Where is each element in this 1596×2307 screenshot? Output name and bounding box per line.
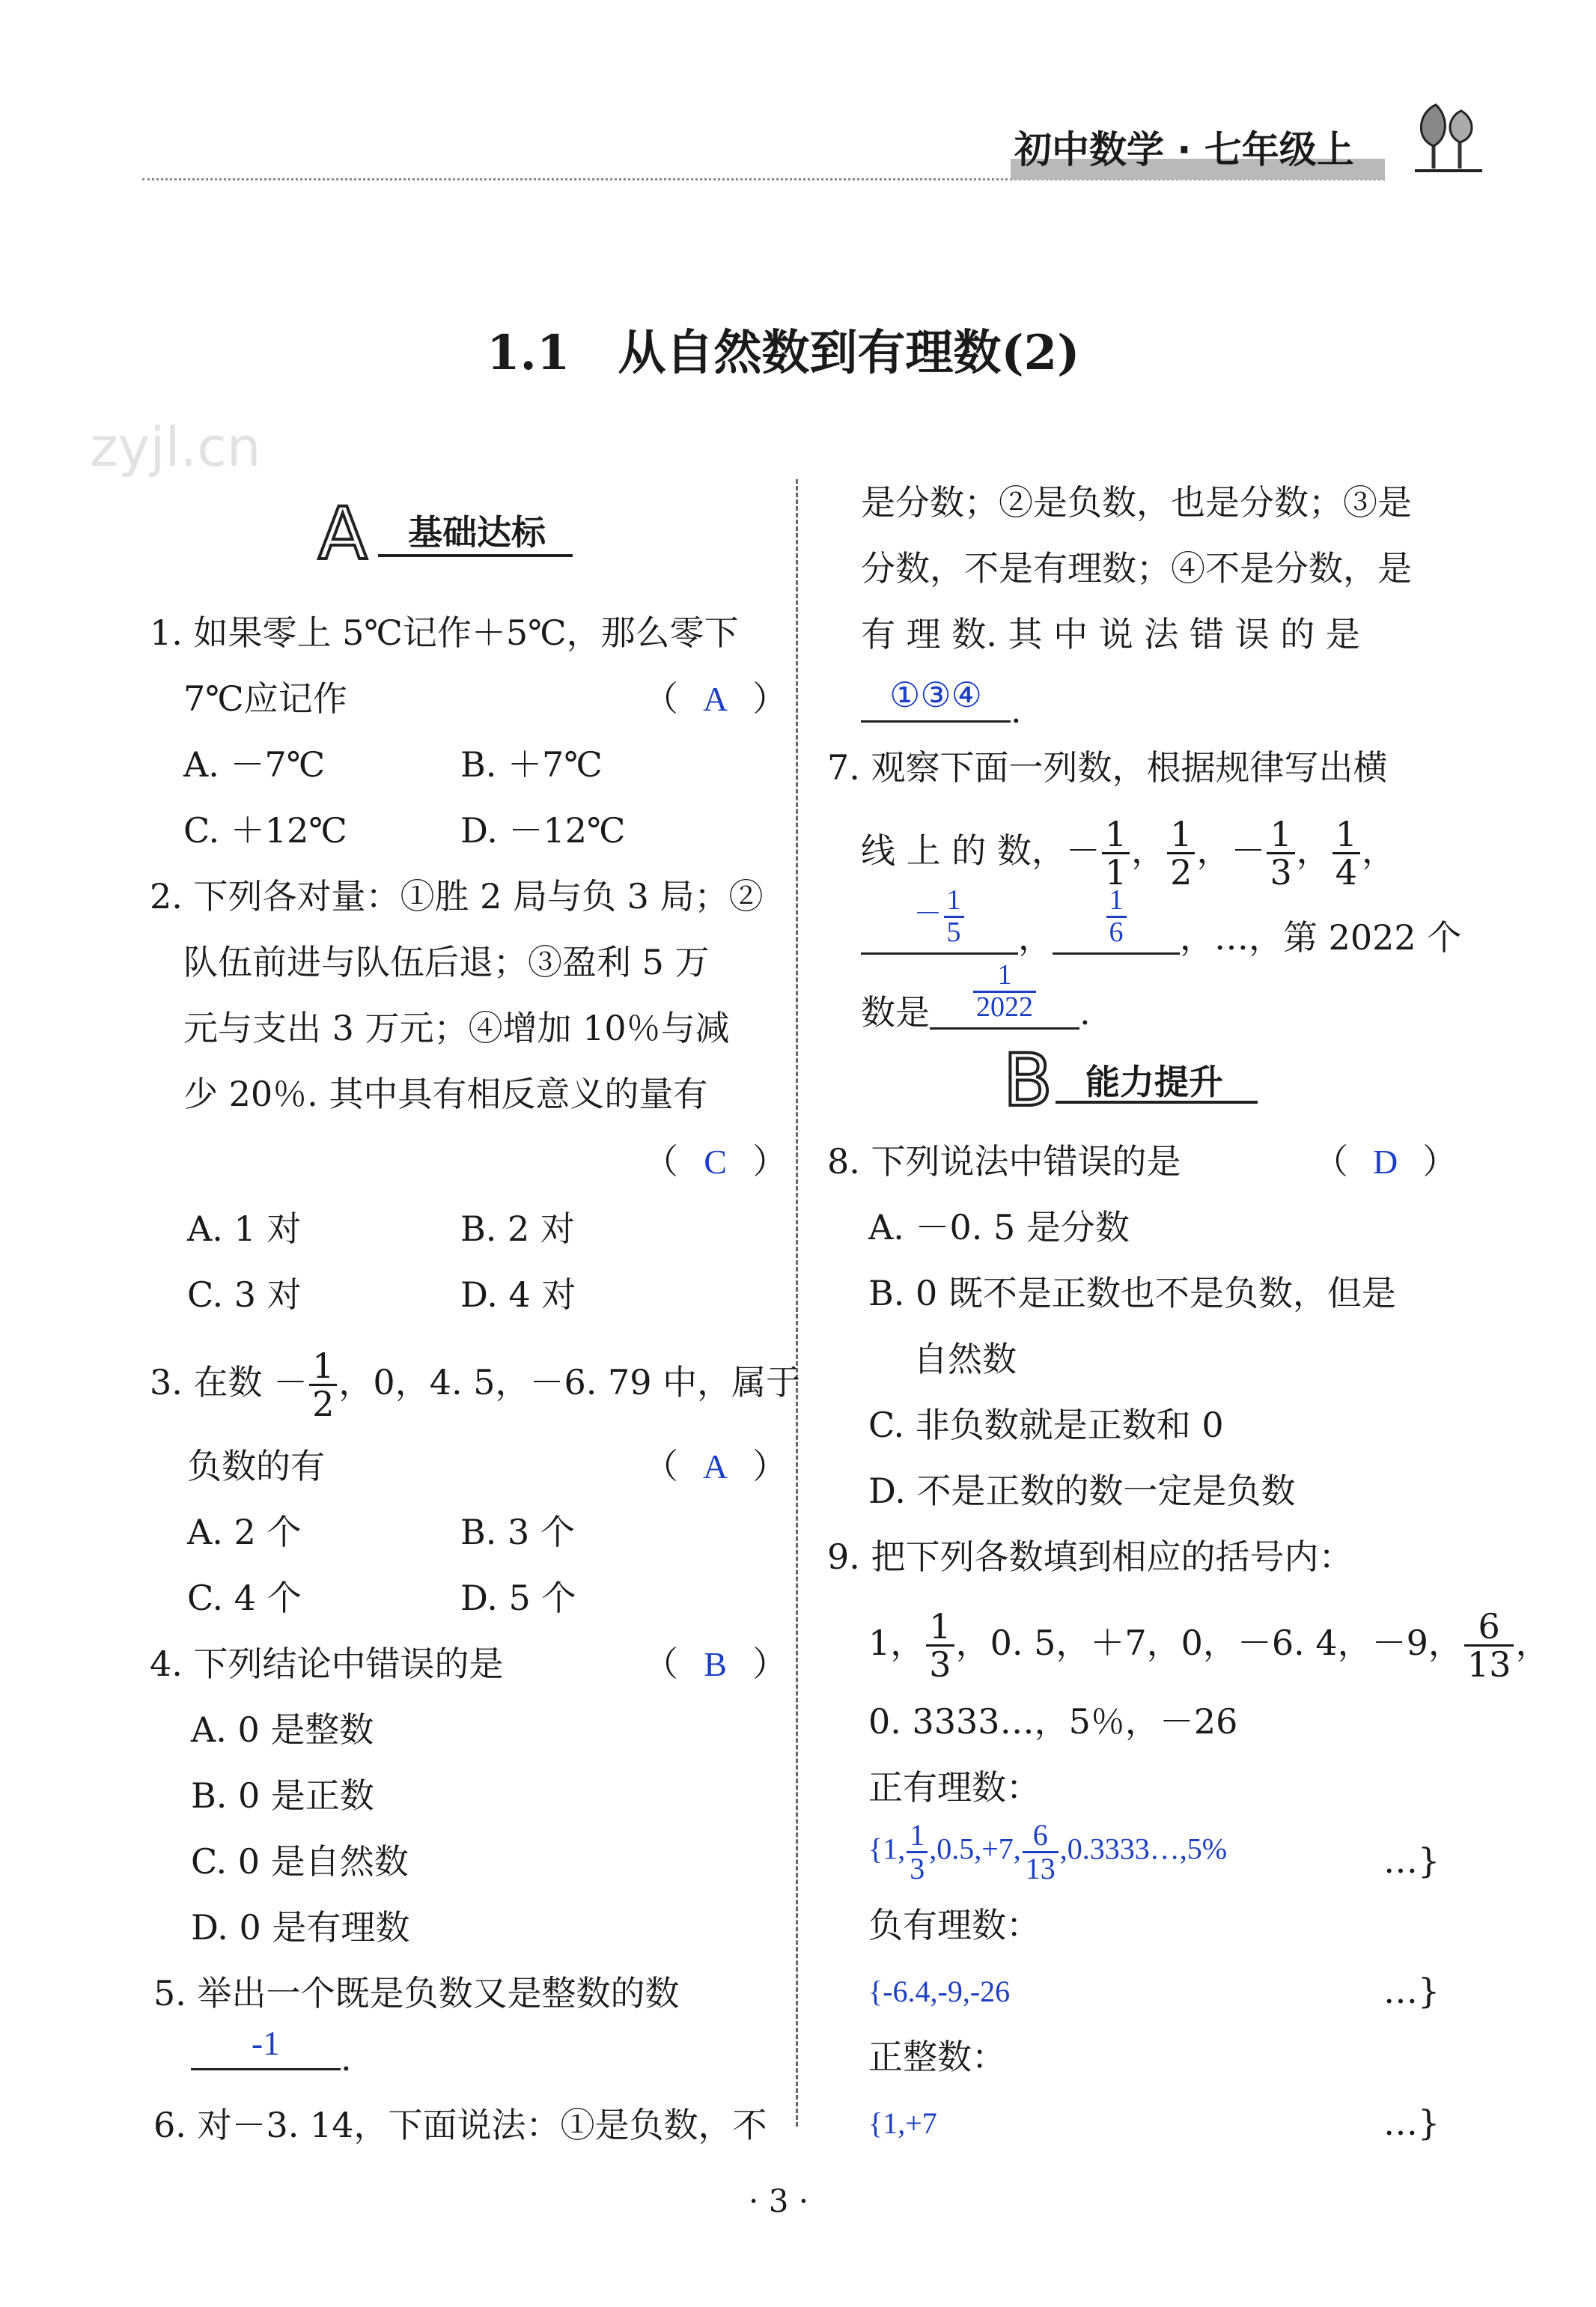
q3-option-a: A. 2 个 xyxy=(187,1512,302,1552)
q9-line1: 9. 把下列各数填到相应的括号内： xyxy=(827,1537,1353,1577)
q7-final-label: 数是 xyxy=(861,992,930,1033)
watermark: zyjl.cn xyxy=(90,416,261,478)
q6-line3: 分数，不是有理数；④不是分数，是 xyxy=(861,548,1412,589)
q8-option-d: D. 不是正数的数一定是负数 xyxy=(868,1471,1296,1511)
q6-answer: ①③④ xyxy=(889,676,982,714)
section-b-letter: B xyxy=(1003,1039,1053,1122)
q7-line4: 数是 $\frac{1}{2022}$ . xyxy=(861,959,1091,1033)
chapter-title: 1.1 从自然数到有理数(2) xyxy=(487,325,1080,381)
q3-frac-num: 1 xyxy=(312,1346,335,1386)
q1-answer-paren: （ A ） xyxy=(644,678,788,719)
q7-line1: 7. 观察下面一列数，根据规律写出横 xyxy=(827,747,1388,788)
q7-line2: 线 上 的 数，－ $\frac{1}{1}$ ， $\frac{1}{2}$ ，－ $\frac{1}{3}$ ， $\frac{1}{4}$ ， xyxy=(861,814,1396,893)
q9-frac-1-num: 1 xyxy=(929,1606,951,1647)
q8-option-b-line1: B. 0 既不是正数也不是负数，但是 xyxy=(868,1273,1396,1313)
q2-line4: 少 20％. 其中具有相反意义的量有 xyxy=(183,1074,708,1114)
q3-line2: 负数的有 xyxy=(187,1446,325,1486)
q7-seq-4 xyxy=(1332,816,1360,891)
q4-option-d: D. 0 是有理数 xyxy=(191,1907,410,1948)
q3-suffix: ，0，4. 5，－6. 79 中，属于 xyxy=(338,1361,801,1402)
q8-option-c: C. 非负数就是正数和 0 xyxy=(868,1405,1224,1445)
q9-pos-a: {1, xyxy=(868,1832,906,1866)
q4-answer: B xyxy=(704,1645,727,1683)
q3-line1 xyxy=(150,1348,800,1423)
q3-option-d: D. 5 个 xyxy=(460,1578,576,1618)
q7-seq-4-den: 4 xyxy=(1332,852,1360,890)
q9-integer-label: 正整数： xyxy=(868,2037,1006,2077)
q7-answer-1: － $\frac{1}{5}$ xyxy=(861,886,1018,948)
q9-num-1: 1， xyxy=(868,1622,925,1663)
q2-option-a: A. 1 对 xyxy=(187,1209,302,1249)
q7-answer-1-num: 1 xyxy=(946,884,961,917)
q7-seq-3 xyxy=(1267,816,1294,891)
q2-line2: 队伍前进与队伍后退；③盈利 5 万 xyxy=(183,942,710,982)
q9-positive-close: …} xyxy=(1383,1841,1440,1881)
q9-frac-1-den: 3 xyxy=(926,1644,954,1683)
q2-answer: C xyxy=(704,1143,727,1181)
q9-pos-c: ,0.3333…,5% xyxy=(1059,1832,1228,1866)
q7-seq-2 xyxy=(1167,816,1195,891)
q4-option-c: C. 0 是自然数 xyxy=(191,1841,409,1882)
q4-line1: 4. 下列结论中错误的是 xyxy=(150,1644,504,1684)
tree-icon xyxy=(1407,97,1490,180)
q9-numbers-line1: 1， $\frac{1}{3}$ ，0. 5，＋7，0，－6. 4，－9， $\frac{6}{13}$ ， xyxy=(868,1606,1550,1686)
q8-answer-paren: （ D ） xyxy=(1314,1141,1458,1182)
q9-negative-close: …} xyxy=(1383,1971,1440,2011)
q9-frac-2-den: 13 xyxy=(1464,1644,1514,1683)
q2-option-b: B. 2 对 xyxy=(460,1209,575,1249)
q1-line1: 1. 如果零上 5℃记作＋5℃，那么零下 xyxy=(150,613,739,653)
q5-line1: 5. 举出一个既是负数又是整数的数 xyxy=(153,1973,680,2013)
header-title: 初中数学 · 七年级上 xyxy=(1014,128,1354,171)
q9-frac-2-num: 6 xyxy=(1478,1606,1500,1647)
q9-frac-2 xyxy=(1464,1606,1514,1686)
q7-seq-1-num: 1 xyxy=(1104,814,1127,854)
q1-line2: 7℃应记作 xyxy=(183,678,347,719)
q9-negative-label: 负有理数： xyxy=(868,1905,1041,1945)
q7-answer-1-den: 5 xyxy=(944,916,964,948)
q6-blank-line: ①③④ . xyxy=(861,674,1022,728)
q7-seq-1 xyxy=(1102,816,1130,891)
q8-line1: 8. 下列说法中错误的是 xyxy=(827,1141,1181,1182)
q6-line1: 6. 对－3. 14，下面说法：①是负数，不 xyxy=(153,2105,767,2145)
q2-answer-paren: （ C ） xyxy=(644,1141,788,1182)
q9-pos-frac-2-num: 6 xyxy=(1032,1818,1048,1852)
q2-line1: 2. 下列各对量：①胜 2 局与负 3 局；② xyxy=(150,876,764,917)
q8-option-b-line2: 自然数 xyxy=(913,1339,1017,1379)
q9-positive-answer xyxy=(868,1820,1227,1885)
q9-integer-answer: {1,+7 xyxy=(868,2106,937,2140)
q7-answer-3 xyxy=(930,961,1079,1023)
q7-mid: ，…，第 2022 个 xyxy=(1180,917,1462,958)
q1-option-d: D. －12℃ xyxy=(460,810,626,851)
q9-num-2: ，0. 5，＋7，0，－6. 4，－9， xyxy=(955,1622,1463,1663)
q7-seq-3-den: 3 xyxy=(1267,852,1294,890)
q1-option-c: C. ＋12℃ xyxy=(183,810,347,851)
q2-option-d: D. 4 对 xyxy=(460,1274,576,1315)
q5-blank-line: -1 . xyxy=(191,2022,352,2076)
q3-answer: A xyxy=(703,1447,728,1486)
q1-answer: A xyxy=(703,680,728,718)
q9-negative-answer: {-6.4,-9,-26 xyxy=(868,1975,1011,2008)
q9-numbers-line2: 0. 3333…，5％，－26 xyxy=(868,1701,1238,1742)
q9-pos-b: ,0.5,+7, xyxy=(929,1832,1021,1866)
q4-option-b: B. 0 是正数 xyxy=(191,1775,374,1816)
q9-pos-frac-1-num: 1 xyxy=(910,1818,925,1852)
q9-integer-close: …} xyxy=(1383,2103,1440,2143)
q7-seq-2-num: 1 xyxy=(1170,814,1193,854)
section-b-title: 能力提升 xyxy=(1085,1062,1223,1102)
q9-positive-label: 正有理数： xyxy=(868,1767,1041,1808)
q6-line2: 是分数；②是负数，也是分数；③是 xyxy=(861,482,1412,523)
q7-lead: 线 上 的 数， xyxy=(861,830,1066,871)
q3-answer-paren: （ A ） xyxy=(644,1446,788,1486)
q7-seq-1-den: 1 xyxy=(1102,852,1130,890)
q7-line3: － $\frac{1}{5}$ ， $\frac{1}{6}$ ，…，第 2022 个 xyxy=(861,884,1461,955)
q9-pos-frac-1-den: 3 xyxy=(907,1851,928,1885)
q9-frac-1 xyxy=(926,1606,954,1686)
q2-option-c: C. 3 对 xyxy=(187,1274,302,1315)
q8-option-a: A. －0. 5 是分数 xyxy=(868,1207,1130,1247)
section-a-letter: A xyxy=(318,492,368,576)
column-divider xyxy=(796,479,798,2127)
q4-answer-paren: （ B ） xyxy=(644,1644,788,1684)
q3-option-c: C. 4 个 xyxy=(187,1578,302,1618)
q1-option-a: A. －7℃ xyxy=(183,744,326,785)
q3-fraction xyxy=(309,1348,337,1423)
q3-option-b: B. 3 个 xyxy=(460,1512,575,1552)
section-a-title: 基础达标 xyxy=(408,512,546,553)
q1-option-b: B. ＋7℃ xyxy=(460,744,603,785)
q7-answer-3-num: 1 xyxy=(997,959,1012,991)
q7-answer-2 xyxy=(1053,886,1180,948)
q9-pos-frac-2 xyxy=(1023,1820,1059,1885)
section-b-badge xyxy=(1003,1039,1258,1122)
q9-pos-frac-1 xyxy=(907,1820,928,1885)
q2-line3: 元与支出 3 万元；④增加 10％与减 xyxy=(183,1008,730,1048)
q3-prefix: 3. 在数 － xyxy=(150,1361,308,1402)
q6-line4: 有 理 数. 其 中 说 法 错 误 的 是 xyxy=(861,614,1360,654)
section-a-badge xyxy=(318,492,573,576)
q5-answer: -1 xyxy=(251,2024,281,2062)
q7-answer-3-den: 2022 xyxy=(973,991,1036,1023)
q7-seq-3-num: 1 xyxy=(1270,814,1292,854)
q7-answer-2-num: 1 xyxy=(1109,884,1124,917)
q7-seq-4-num: 1 xyxy=(1335,814,1357,854)
q4-option-a: A. 0 是整数 xyxy=(191,1709,374,1750)
page-number: · 3 · xyxy=(749,2183,809,2219)
q3-frac-den: 2 xyxy=(309,1384,337,1422)
q7-answer-2-den: 6 xyxy=(1106,916,1127,948)
q9-pos-frac-2-den: 13 xyxy=(1023,1851,1059,1885)
q8-answer: D xyxy=(1373,1143,1398,1181)
q7-seq-2-den: 2 xyxy=(1167,852,1195,890)
